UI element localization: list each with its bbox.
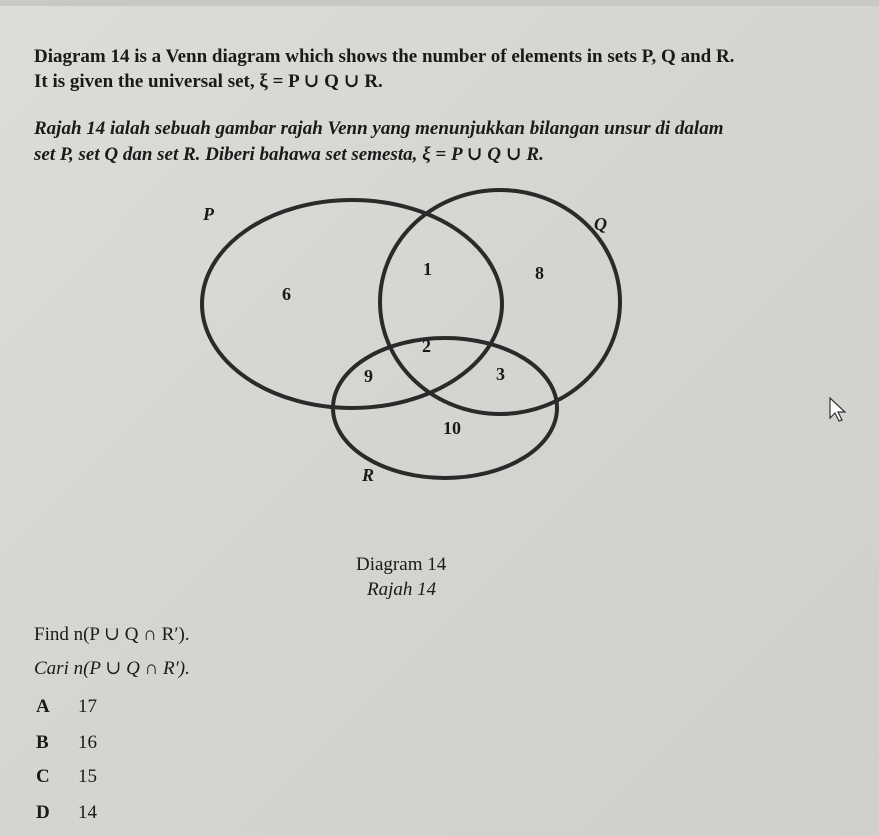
- mouse-cursor-icon: [830, 398, 845, 421]
- caption-ms: Rajah 14: [367, 579, 437, 600]
- option-key: A: [36, 696, 50, 717]
- region-p-r: 9: [364, 366, 373, 386]
- region-q-only: 8: [535, 263, 544, 283]
- region-p-q: 1: [423, 259, 432, 279]
- region-p-only: 6: [282, 284, 291, 304]
- question-en-line2: It is given the universal set, ξ = P ∪ Q ∪ R.: [34, 71, 383, 92]
- option-value: 15: [78, 766, 97, 787]
- prompt-en: Find n(P ∪ Q ∩ R′).: [34, 624, 190, 645]
- set-p-ellipse: [202, 200, 502, 408]
- option-c[interactable]: [36, 766, 97, 788]
- option-key: B: [36, 732, 49, 753]
- option-key: C: [36, 766, 50, 787]
- set-p-label: P: [203, 204, 214, 224]
- option-value: 17: [78, 696, 97, 717]
- prompt-ms: Cari n(P ∪ Q ∩ R′).: [34, 658, 190, 679]
- question-ms-line1: Rajah 14 ialah sebuah gambar rajah Venn yang menunjukkan bilangan unsur di dalam: [34, 118, 724, 139]
- set-r-label: R: [362, 465, 375, 485]
- set-q-label: Q: [594, 214, 607, 234]
- option-value: 14: [78, 802, 97, 823]
- region-q-r: 3: [496, 364, 505, 384]
- option-b[interactable]: [36, 732, 97, 754]
- question-en-line1: Diagram 14 is a Venn diagram which shows the number of elements in sets P, Q and R.: [34, 46, 735, 67]
- caption-en: Diagram 14: [356, 554, 447, 575]
- question-ms-line2: set P, set Q dan set R. Diberi bahawa set semesta, ξ = P ∪ Q ∪ R.: [34, 144, 544, 165]
- region-p-q-r: 2: [422, 336, 431, 356]
- option-d[interactable]: [36, 802, 97, 824]
- region-r-only: 10: [443, 418, 461, 438]
- option-value: 16: [78, 732, 97, 753]
- option-a[interactable]: [36, 696, 97, 718]
- option-key: D: [36, 802, 50, 823]
